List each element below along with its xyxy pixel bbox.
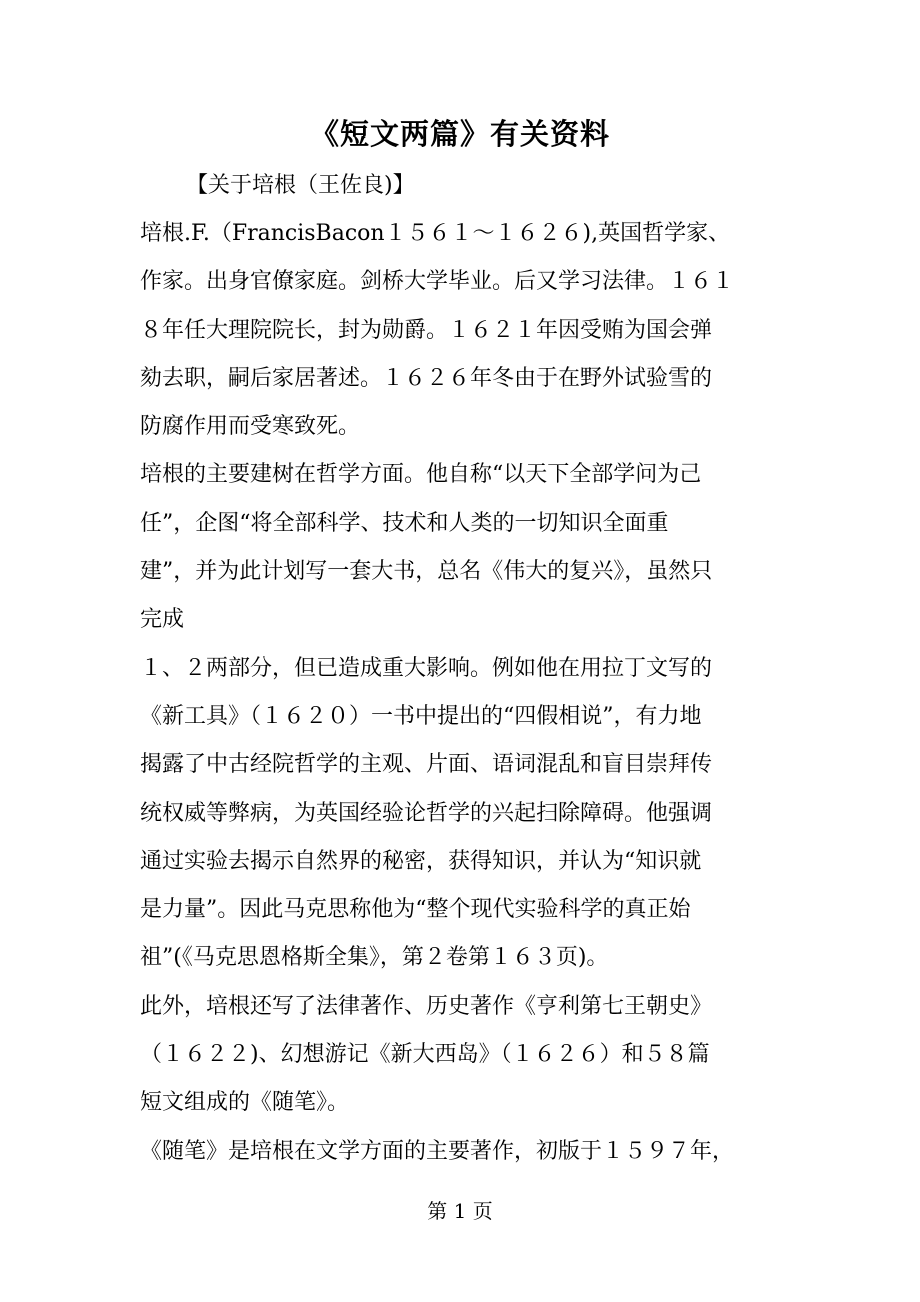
paragraph-influence (140, 645, 800, 983)
text-line: 培根.F.（FrancisBacon１５６１～１６２６),英国哲学家、 (140, 221, 731, 246)
text-line: 是力量”。因此马克思称他为“整个现代实验科学的真正始 (140, 897, 691, 923)
text-line: （１６２２)、幻想游记《新大西岛》（１６２６）和５８篇 (140, 1042, 710, 1068)
text-line: 培根的主要建树在哲学方面。他自称“以天下全部学问为己 (140, 462, 702, 488)
text-line: 完成 (140, 607, 185, 633)
text-line: 《新工具》（１６２０）一书中提出的“四假相说”，有力地 (140, 703, 702, 729)
paragraph-other-works (140, 983, 800, 1128)
text-line: 此外，培根还写了法律著作、历史著作《亨利第七王朝史》 (140, 993, 713, 1019)
page-number: 第 1 页 (427, 1199, 493, 1223)
text-line: ８年任大理院院长，封为勋爵。１６２１年因受贿为国会弹 (140, 317, 713, 343)
text-line: 任”，企图“将全部科学、技术和人类的一切知识全面重 (140, 510, 669, 536)
text-line: 《随笔》是培根在文学方面的主要著作，初版于１５９７年， (140, 1138, 735, 1164)
paragraph-philosophy (140, 451, 800, 644)
text-line: 短文组成的《随笔》。 (140, 1090, 350, 1116)
document-body (140, 210, 800, 1176)
text-line: 揭露了中古经院哲学的主观、片面、语词混乱和盲目崇拜传 (140, 752, 713, 778)
text-line: １、２两部分，但已造成重大影响。例如他在用拉丁文写的 (140, 655, 713, 681)
text-line: 作家。出身官僚家庭。剑桥大学毕业。后又学习法律。１６１ (140, 269, 735, 295)
paragraph-essays (140, 1128, 800, 1176)
text-line: 劾去职，嗣后家居著述。１６２６年冬由于在野外试验雪的 (140, 365, 713, 391)
section-subheading: 【关于培根（王佐良)】 (186, 173, 415, 198)
text-line: 通过实验去揭示自然界的秘密，获得知识，并认为“知识就 (140, 848, 702, 874)
document-title: 《短文两篇》有关资料 (309, 117, 610, 151)
text-line: 祖”(《马克思恩格斯全集》，第２卷第１６３页)。 (140, 945, 609, 971)
paragraph-biography (140, 210, 800, 451)
text-line: 建”，并为此计划写一套大书，总名《伟大的复兴》，虽然只 (140, 559, 713, 585)
text-line: 统权威等弊病，为英国经验论哲学的兴起扫除障碍。他强调 (140, 800, 713, 826)
text-line: 防腐作用而受寒致死。 (140, 414, 361, 440)
